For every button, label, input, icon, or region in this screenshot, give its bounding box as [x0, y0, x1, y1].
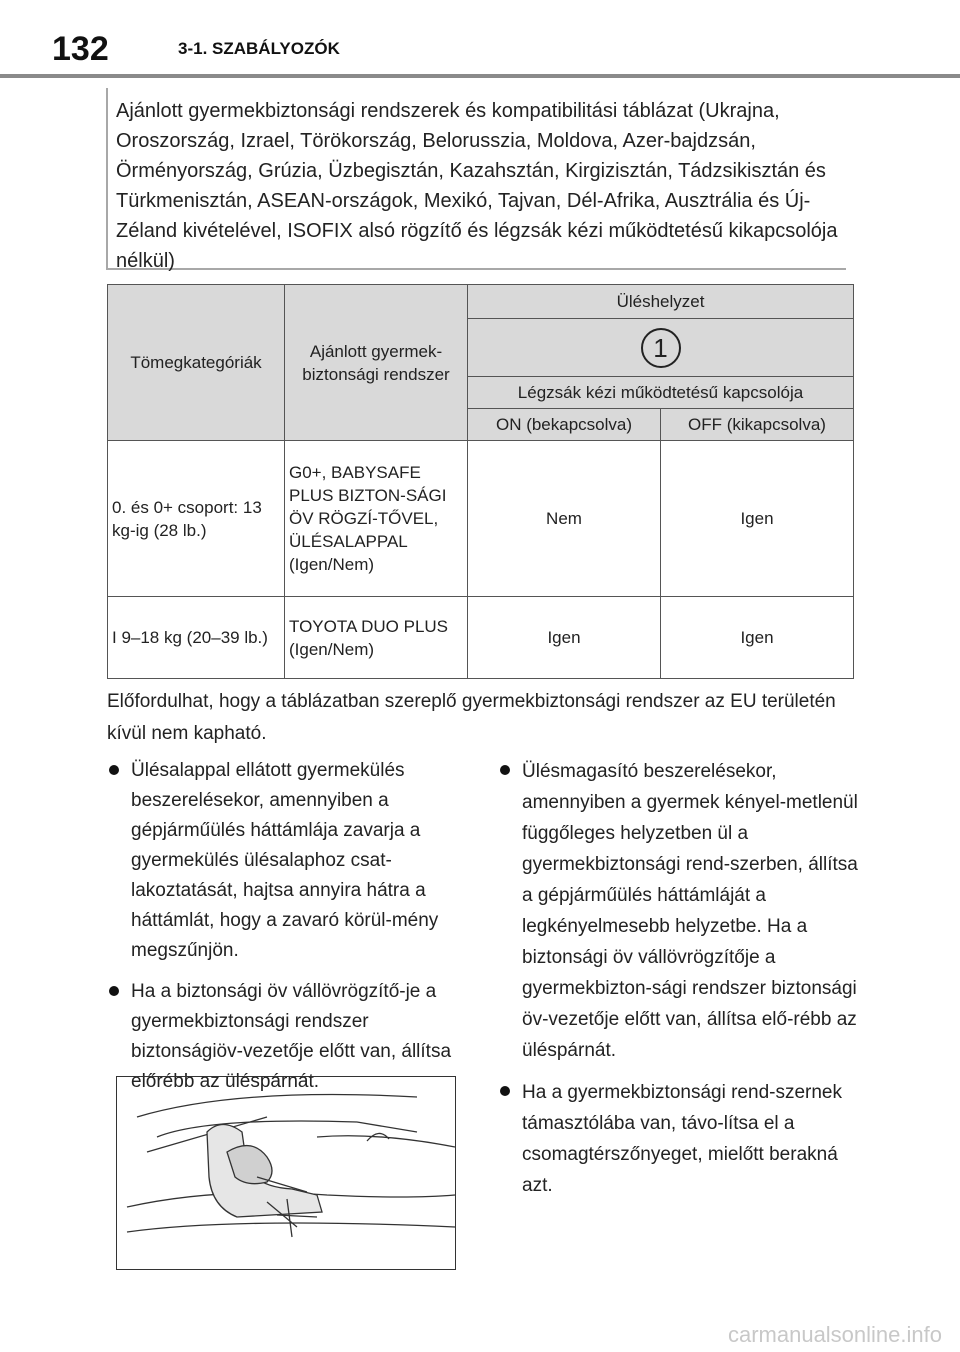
intro-text: Ajánlott gyermekbiztonsági rendszerek és kompatibilitási táblázat (Ukrajna, Oroszország, Izrael, Törökország, Belorusszia, Moldova, Azer-bajdzsán, Örményország, Grúzia, Üzbegisztán, Kazahsztán, Kirgizisztán, Tádzsikisztán és Türkmenisztán, ASEAN-országok, Mexikó, Tajvan, Dél-Afrika, Ausztrália és Új-Zéland kivételével, ISOFIX alsó rögzítő és légzsák kézi működtetésű kikapcsolója nélkül)	[116, 100, 838, 272]
header-off: OFF (kikapcsolva)	[661, 409, 854, 441]
bullet-item: Ha a biztonsági öv vállövrögzítő-je a gyermekbiztonsági rendszer biztonságiöv-vezetője előtt van, állítsa előrébb az üléspárnát.	[107, 977, 469, 1097]
watermark: carmanualsonline.info	[727, 1322, 942, 1347]
left-column	[107, 756, 469, 1108]
bullet-item: Ülésmagasító beszerelésekor, amennyiben a gyermek kényel-metlenül függőleges helyzetben ül a gyermekbiztonsági rend-szerben, állítsa a gépjárműülés háttámláját a legkényelmesebb helyzetbe. Ha a biztonsági öv vállövrögzítője a gyermekbizton-sági rendszer biztonsági öv-vezetője előtt van, állítsa elő-rébb az üléspárnát.	[498, 756, 858, 1066]
compatibility-table	[107, 284, 854, 679]
bullet-item: Ha a gyermekbiztonsági rend-szernek támasztólába van, távo-lítsa el a csomagtérszőnyeget, mielőtt berakná azt.	[498, 1077, 858, 1201]
row-on-value: Igen	[468, 597, 661, 679]
row-system: TOYOTA DUO PLUS (Igen/Nem)	[285, 597, 468, 679]
header-weight-category: Tömegkategóriák	[108, 285, 285, 441]
page-number: 132	[52, 30, 109, 68]
bullet-item: Ülésalappal ellátott gyermekülés beszerelésekor, amennyiben a gépjárműülés háttámlája zavarja a gyermekülés ülésalaphoz csat-lakoztatását, hajtsa annyira hátra a háttámlát, hogy a zavaró körül-mény megszűnjön.	[107, 756, 469, 966]
section-title: 3-1. SZABÁLYOZÓK	[178, 39, 340, 58]
page-header	[0, 0, 960, 80]
right-column	[498, 756, 858, 1212]
position-number-badge: 1	[641, 328, 681, 368]
header-on: ON (bekapcsolva)	[468, 409, 661, 441]
row-category: 0. és 0+ csoport: 13 kg-ig (28 lb.)	[108, 441, 285, 597]
header-seating-position: Üléshelyzet	[468, 285, 854, 319]
row-off-value: Igen	[661, 441, 854, 597]
row-off-value: Igen	[661, 597, 854, 679]
header-position-cell	[468, 319, 854, 377]
header-divider	[0, 74, 960, 78]
row-on-value: Nem	[468, 441, 661, 597]
table-row	[108, 441, 854, 597]
table-row	[108, 597, 854, 679]
header-recommended-system: Ajánlott gyermek-biztonsági rendszer	[285, 285, 468, 441]
availability-note: Előfordulhat, hogy a táblázatban szereplő gyermekbiztonsági rendszer az EU területén kívül nem kapható.	[107, 691, 836, 744]
row-category: I 9–18 kg (20–39 lb.)	[108, 597, 285, 679]
header-airbag-switch: Légzsák kézi működtetésű kapcsolója	[468, 377, 854, 409]
child-seat-illustration	[116, 1076, 456, 1270]
row-system: G0+, BABYSAFE PLUS BIZTON-SÁGI ÖV RÖGZÍ-TŐVEL, ÜLÉSALAPPAL (Igen/Nem)	[285, 441, 468, 597]
car-seat-drawing	[117, 1077, 455, 1269]
